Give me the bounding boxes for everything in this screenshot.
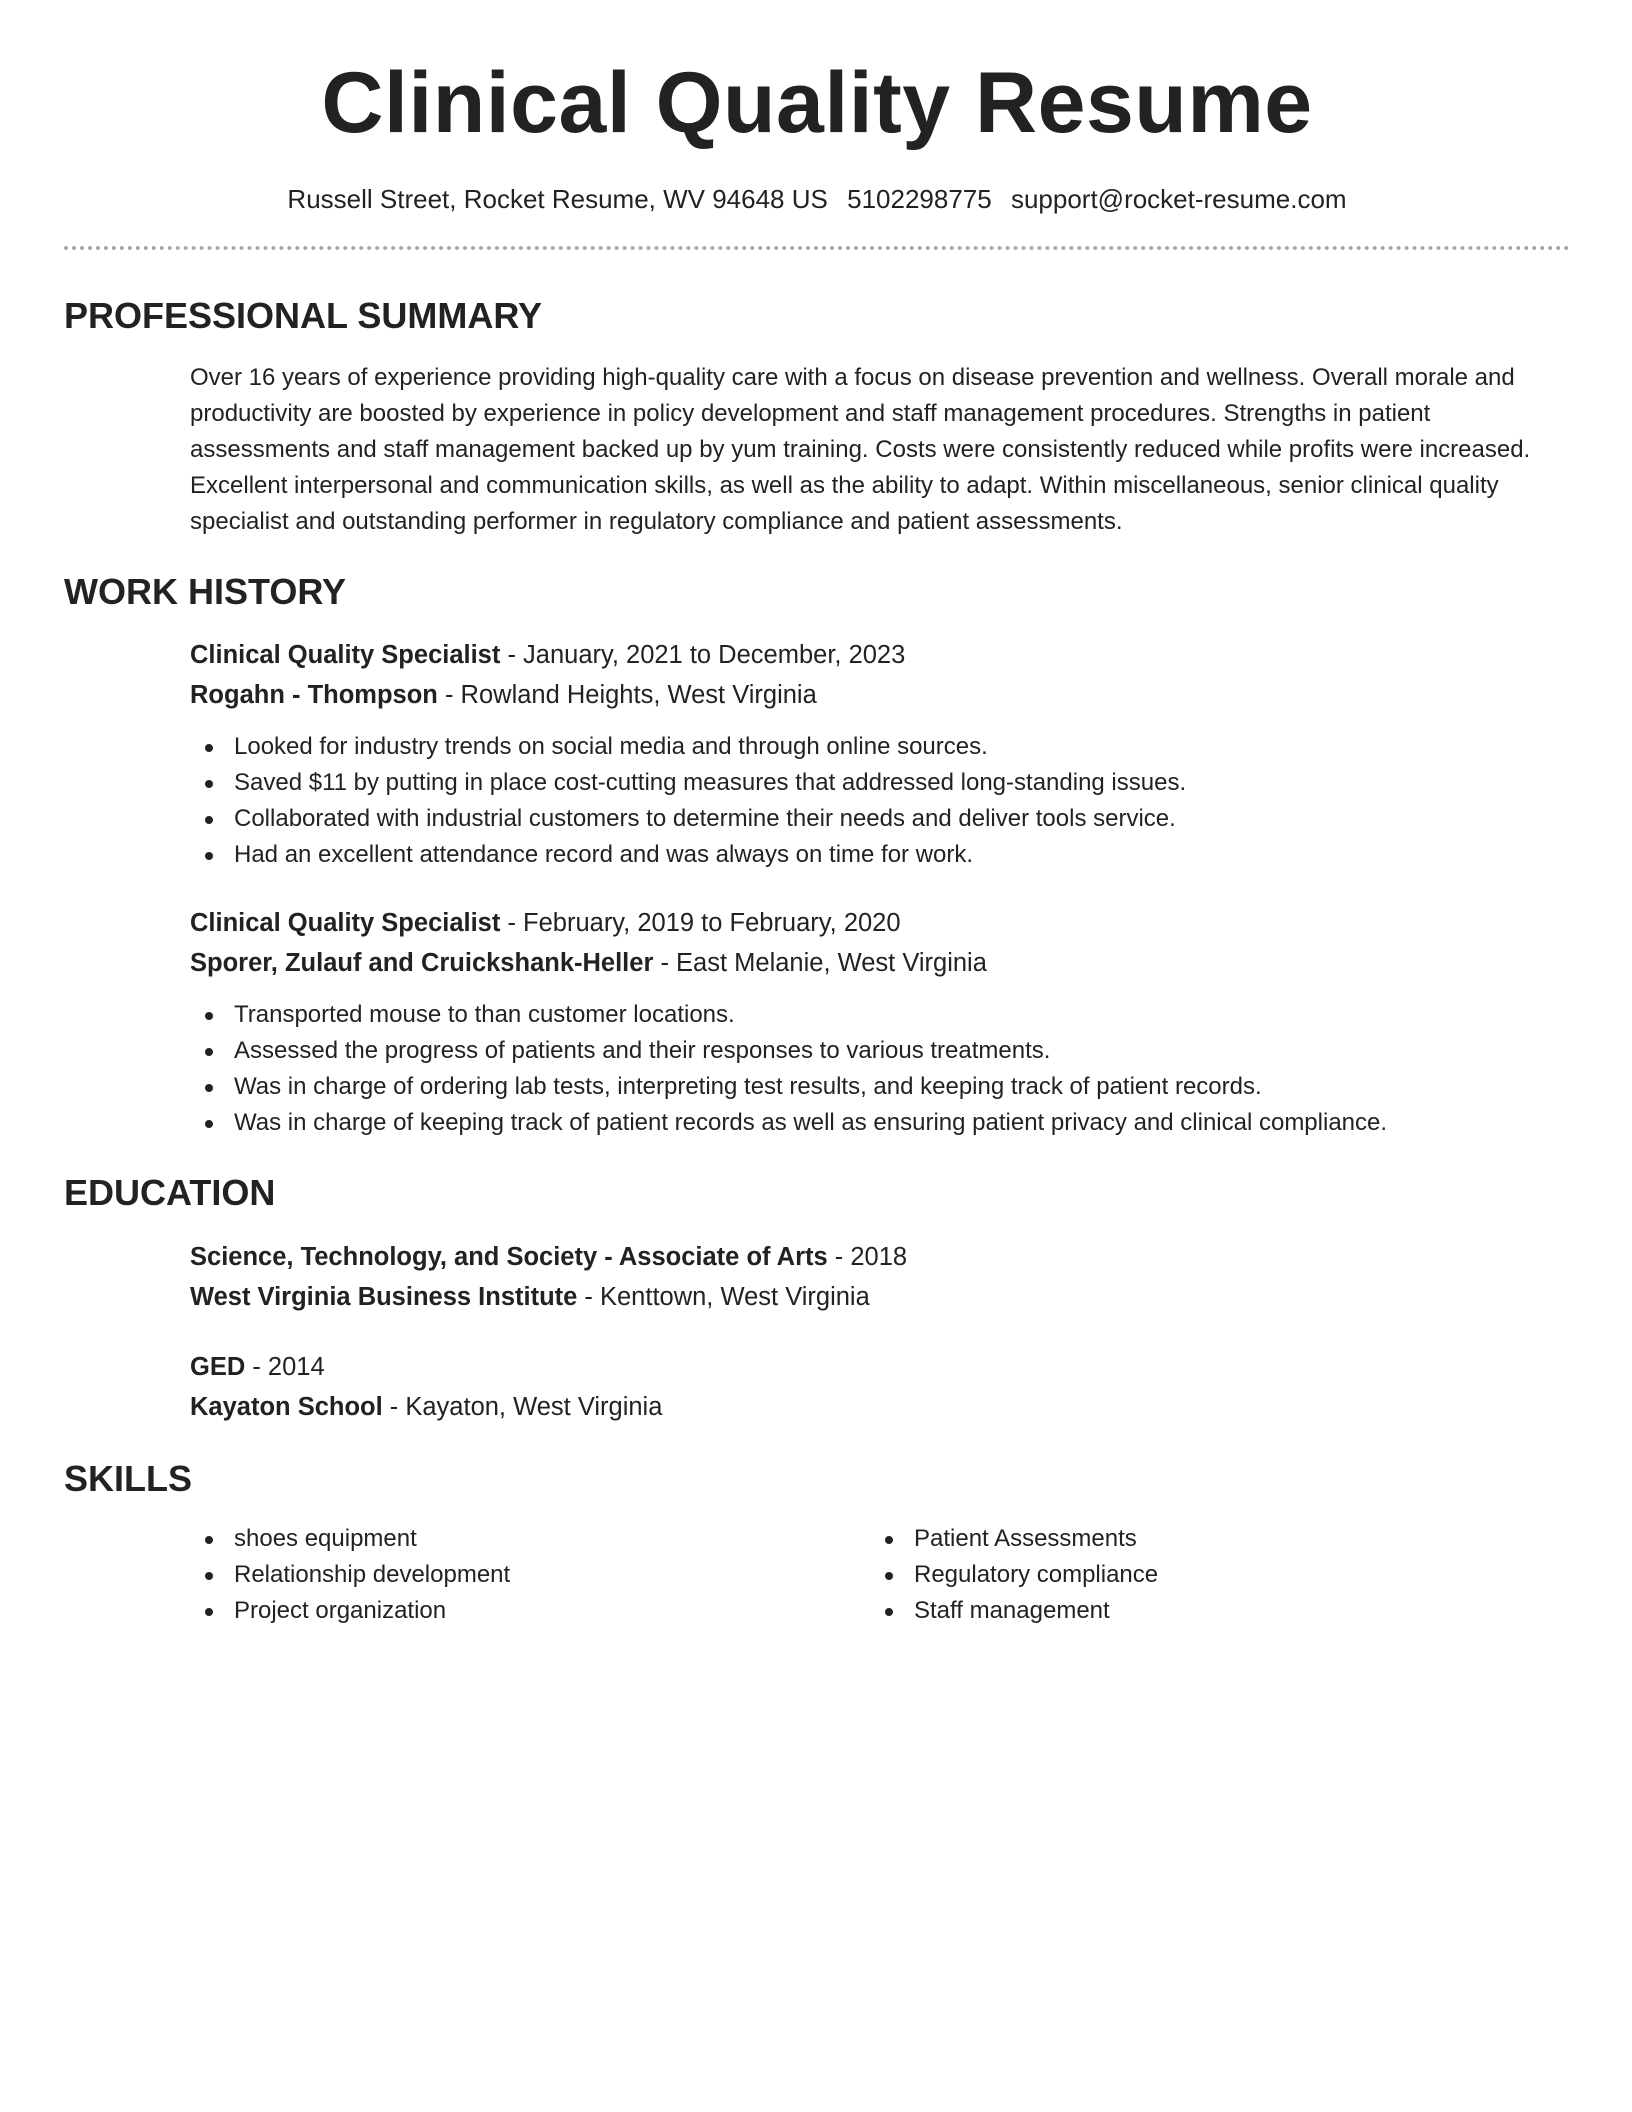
skills-list: [190, 1521, 1570, 1629]
job-bullets: [190, 997, 1570, 1141]
contact-line: [64, 186, 1570, 212]
resume-title: Clinical Quality Resume: [321, 55, 1313, 151]
job-bullet: Assessed the progress of patients and their responses to various treatments.: [190, 1033, 1570, 1069]
header-divider: [64, 246, 1570, 250]
education-location: - Kayaton, West Virginia: [382, 1393, 663, 1421]
job-title-line: [190, 903, 1570, 943]
job-entry: [190, 635, 1570, 873]
job-bullet: Transported mouse to than customer locations.: [190, 997, 1570, 1033]
summary-heading: PROFESSIONAL SUMMARY: [64, 295, 543, 336]
education-year: - 2014: [245, 1353, 325, 1381]
job-dates: - January, 2021 to December, 2023: [500, 641, 906, 669]
skill-item: shoes equipment: [190, 1521, 870, 1557]
summary-text: Over 16 years of experience providing high-quality care with a focus on disease prevention and wellness. Overall morale and productivity are boosted by experience in policy development and staff management procedures. Strengths in patient assessments and staff management backed up by yum training. Costs were consistently reduced while profits were increased. Excellent interpersonal and communication skills, as well as the ability to adapt. Within miscellaneous, senior clinical quality specialist and outstanding performer in regulatory compliance and patient assessments.: [190, 364, 1531, 535]
skill-item: Relationship development: [190, 1557, 870, 1593]
education-school: Kayaton School: [190, 1393, 383, 1421]
education-location: - Kenttown, West Virginia: [577, 1283, 870, 1311]
skills-column-left: [190, 1521, 870, 1629]
education-year: - 2018: [827, 1243, 908, 1271]
job-company: Sporer, Zulauf and Cruickshank-Heller: [190, 949, 654, 977]
work-history-heading: WORK HISTORY: [64, 571, 347, 612]
job-bullet: Saved $11 by putting in place cost-cutting measures that addressed long-standing issues.: [190, 765, 1570, 801]
skill-item: Patient Assessments: [870, 1521, 1550, 1557]
job-bullets: [190, 729, 1570, 873]
contact-phone: 5102298775: [847, 184, 992, 214]
contact-email: support@rocket-resume.com: [1010, 184, 1347, 214]
resume-page: [64, 0, 1570, 1629]
education-degree-line: [190, 1347, 1570, 1387]
skills-heading: SKILLS: [64, 1458, 193, 1499]
skill-item: Regulatory compliance: [870, 1557, 1550, 1593]
job-bullet: Collaborated with industrial customers to determine their needs and deliver tools service.: [190, 801, 1570, 837]
job-role: Clinical Quality Specialist: [190, 641, 501, 669]
education-school-line: [190, 1277, 1570, 1317]
contact-address: Russell Street, Rocket Resume, WV 94648 US: [287, 184, 828, 214]
job-entry: [190, 903, 1570, 1141]
job-bullet: Looked for industry trends on social media and through online sources.: [190, 729, 1570, 765]
education-entry: [190, 1347, 1570, 1427]
job-company-line: [190, 675, 1570, 715]
education-degree-line: [190, 1237, 1570, 1277]
skill-item: Staff management: [870, 1593, 1550, 1629]
job-company-line: [190, 943, 1570, 983]
job-location: - Rowland Heights, West Virginia: [437, 681, 817, 709]
job-role: Clinical Quality Specialist: [190, 909, 501, 937]
education-school-line: [190, 1387, 1570, 1427]
job-title-line: [190, 635, 1570, 675]
job-location: - East Melanie, West Virginia: [653, 949, 987, 977]
job-company: Rogahn - Thompson: [190, 681, 438, 709]
education-entry: [190, 1237, 1570, 1317]
job-bullet: Had an excellent attendance record and was always on time for work.: [190, 837, 1570, 873]
education-degree: GED: [190, 1353, 246, 1381]
skills-column-right: [870, 1521, 1550, 1629]
education-degree: Science, Technology, and Society - Associate of Arts: [190, 1243, 828, 1271]
education-school: West Virginia Business Institute: [190, 1283, 578, 1311]
job-dates: - February, 2019 to February, 2020: [500, 909, 901, 937]
job-bullet: Was in charge of ordering lab tests, interpreting test results, and keeping track of patient records.: [190, 1069, 1570, 1105]
skill-item: Project organization: [190, 1593, 870, 1629]
education-heading: EDUCATION: [64, 1172, 276, 1213]
job-bullet: Was in charge of keeping track of patient records as well as ensuring patient privacy and clinical compliance.: [190, 1105, 1570, 1141]
